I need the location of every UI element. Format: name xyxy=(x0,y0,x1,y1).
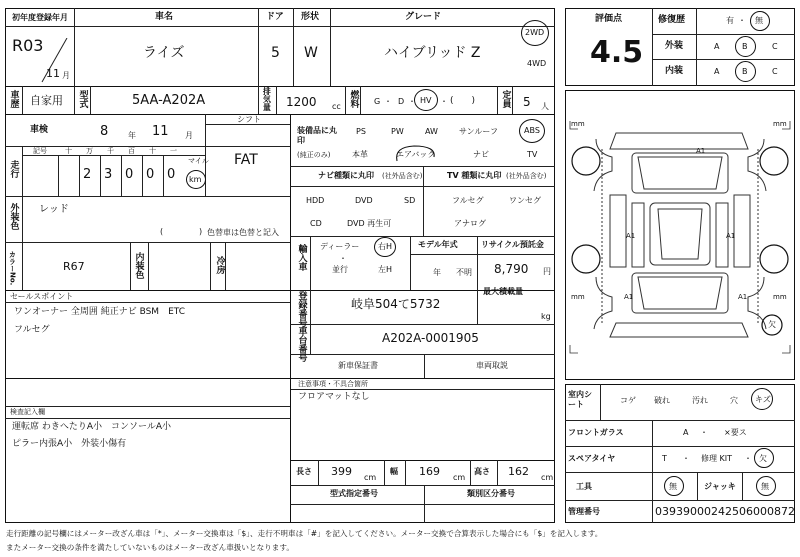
width-value: 169 xyxy=(419,465,440,478)
spare-t: T xyxy=(662,454,667,463)
navi-hdd: HDD xyxy=(306,196,325,205)
shift-label: シフト xyxy=(237,115,261,124)
capacity-value: 5 xyxy=(523,95,531,109)
seat-tear: 破れ xyxy=(654,396,670,405)
year-label: 初年度登録年月 xyxy=(12,13,68,22)
door-count: 5 xyxy=(271,45,280,61)
color-no-value: R67 xyxy=(63,260,85,273)
mileage-digit-header: 千 xyxy=(107,147,114,155)
grade-value: ハイブリッド Z xyxy=(384,45,481,61)
management-value: 03939000242506000872 xyxy=(655,505,795,518)
exterior-a: A xyxy=(714,42,720,51)
fuel-hv: HV xyxy=(420,96,432,105)
exterior-c: C xyxy=(772,42,778,51)
interior-c: C xyxy=(772,67,778,76)
mileage-label: 走行 xyxy=(8,160,19,178)
mileage-digit: 2 xyxy=(83,167,92,182)
damage-mark-4: A1 xyxy=(624,293,634,301)
dim-mm-tr: mm xyxy=(773,120,787,128)
owner-manual: 車両取説 xyxy=(476,361,508,370)
mileage-digit-header: 一 xyxy=(170,147,177,155)
shift-value: FAT xyxy=(234,152,258,168)
shape-label: 形状 xyxy=(301,12,320,22)
windshield-label: フロントガラス xyxy=(568,428,624,437)
category-label: 車歴 xyxy=(8,90,19,108)
max-load-label: 最大積載量 xyxy=(483,287,523,296)
seat-burn: コゲ xyxy=(620,396,636,405)
windshield-x: ×要ス xyxy=(724,428,747,437)
model-year-unit: 年 xyxy=(433,268,441,277)
inspection-year-unit: 年 xyxy=(128,131,136,140)
first-reg-year: R03 xyxy=(12,36,44,55)
repair-dot: ・ xyxy=(738,16,746,25)
tv-sub: (社外品含む) xyxy=(506,172,547,180)
equip-pw: PW xyxy=(391,127,404,136)
import-dot: ・ xyxy=(339,254,347,263)
fuel-dot2: ・ xyxy=(408,97,416,106)
notes-label: 注意事項・不具合箇所 xyxy=(298,380,368,388)
width-unit: cm xyxy=(453,473,466,482)
interior-color-label: 内装色 xyxy=(133,252,144,279)
interior-seat-label: 室内シート xyxy=(568,390,592,410)
max-load-unit: kg xyxy=(541,312,551,321)
inspection-month-unit: 月 xyxy=(185,131,193,140)
equip-ps: PS xyxy=(356,127,366,136)
exterior-color-label: 外装色 xyxy=(8,203,19,230)
month-unit: 月 xyxy=(62,71,70,80)
drive-2wd: 2WD xyxy=(525,28,545,37)
evaluation-score: 4.5 xyxy=(590,35,644,70)
chassis-label: 車台番号 xyxy=(296,326,307,362)
navi-dvd-play: DVD 再生可 xyxy=(347,219,392,228)
import-dealer: ディーラー xyxy=(320,242,360,251)
dim-mm-br: mm xyxy=(773,293,787,301)
color-note-close: ) xyxy=(199,227,203,236)
registration-label: 登録番号 xyxy=(296,291,307,327)
windshield-a: A xyxy=(683,428,689,437)
color-note: 色替車は色替と記入 xyxy=(207,228,279,237)
windshield-dot: ・ xyxy=(700,428,708,437)
fuel-g: G xyxy=(374,97,381,106)
damage-mark-5: A1 xyxy=(738,293,748,301)
door-label: ドア xyxy=(266,12,284,22)
exterior-b: B xyxy=(742,42,748,51)
equip-airbag: エアバック xyxy=(396,150,436,159)
inspector-line2: ピラー内張A小 外装小傷有 xyxy=(12,439,127,449)
category-value: 自家用 xyxy=(30,94,63,107)
seat-stain: 汚れ xyxy=(692,396,708,405)
exterior-color-value: レッド xyxy=(39,204,69,215)
import-right: 右H xyxy=(378,242,393,251)
interior-label: 内装 xyxy=(665,66,684,76)
navi-cd: CD xyxy=(310,219,322,228)
km-label: km xyxy=(189,175,202,184)
navi-dvd: DVD xyxy=(355,196,373,205)
mileage-digit-header: 万 xyxy=(86,147,93,155)
evaluation-label: 評価点 xyxy=(595,14,623,24)
length-value: 399 xyxy=(331,465,352,478)
recycle-value: 8,790 xyxy=(494,262,529,276)
exterior-label: 外装 xyxy=(665,41,684,51)
spare-label: スペアタイヤ xyxy=(568,454,616,463)
model-value: 5AA-A202A xyxy=(132,93,206,108)
inspection-year: 8 xyxy=(100,124,109,139)
model-label: 型式 xyxy=(77,90,88,108)
equip-leather: 本革 xyxy=(352,150,368,159)
notes-text: フロアマットなし xyxy=(298,392,370,402)
ac-label: 冷房 xyxy=(214,256,225,274)
body-shape: W xyxy=(304,45,318,61)
height-unit: cm xyxy=(541,473,554,482)
equip-aw: AW xyxy=(425,127,438,136)
spare-dot: ・ xyxy=(682,454,690,463)
capacity-label: 定員 xyxy=(500,90,511,108)
seat-hole: 穴 xyxy=(730,396,738,405)
mileage-digit-header: 百 xyxy=(128,147,135,155)
type-spec-label: 型式指定番号 xyxy=(330,489,378,498)
car-name: ライズ xyxy=(143,45,185,61)
height-label: 高さ xyxy=(474,467,490,476)
dim-mm-bl: mm xyxy=(571,293,585,301)
first-reg-month: 11 xyxy=(46,67,60,80)
damage-mark-1: A1 xyxy=(696,147,706,155)
sales-point-line2: フルセグ xyxy=(14,325,50,335)
navi-sub: (社外品含む) xyxy=(382,172,423,180)
navi-label: ナビ種類に丸印 xyxy=(318,171,374,180)
footer-line1: 走行距離の記号欄にはメーター改ざん車は「*」、メーター交換車は「$」、走行不明車は「#」を記入してください。メーター交換で合算表示した場合にも「$」を記入します。 xyxy=(6,529,603,538)
jack-label: ジャッキ xyxy=(704,482,736,491)
mileage-digit: 0 xyxy=(125,167,134,182)
mileage-digit: 0 xyxy=(167,167,176,182)
sales-points-label: セールスポイント xyxy=(10,292,74,301)
tv-label: TV 種類に丸印 xyxy=(447,171,502,180)
length-unit: cm xyxy=(364,473,377,482)
import-left: 左H xyxy=(378,265,393,274)
category-no-label: 類別区分番号 xyxy=(467,489,515,498)
grade-label: グレード xyxy=(405,12,442,22)
inspection-month: 11 xyxy=(152,124,169,139)
equip-navi: ナビ xyxy=(473,150,489,159)
mileage-digit-header: 十 xyxy=(65,147,72,155)
model-year-value: 不明 xyxy=(456,268,472,277)
import-label: 輸入車 xyxy=(296,244,307,271)
repair-label: 修復歴 xyxy=(658,15,686,25)
repair-yes: 有 xyxy=(726,16,734,25)
sales-point-line1: ワンオーナー 全周囲 純正ナビ BSM ETC xyxy=(14,307,186,317)
tools-label: 工具 xyxy=(576,482,592,491)
tv-analog: アナログ xyxy=(454,219,486,228)
interior-a: A xyxy=(714,67,720,76)
spare-missing: 欠 xyxy=(759,454,767,463)
recycle-label: リサイクル預託金 xyxy=(481,240,544,249)
missing-mark: 欠 xyxy=(768,320,776,329)
equip-tv: TV xyxy=(527,150,538,159)
navi-sd: SD xyxy=(404,196,416,205)
inspector-line1: 運転席 わきへたりA小 コンソールA小 xyxy=(12,422,171,432)
car-name-label: 車名 xyxy=(155,12,174,22)
new-car-warranty: 新車保証書 xyxy=(338,361,378,370)
management-label: 管理番号 xyxy=(568,507,600,516)
inspector-label: 検査記入欄 xyxy=(10,408,45,416)
length-label: 長さ xyxy=(296,467,312,476)
displacement-unit: cc xyxy=(332,102,341,111)
spare-kit: 修理 KIT xyxy=(701,454,733,463)
equip-abs: ABS xyxy=(524,126,540,135)
recycle-unit: 円 xyxy=(543,267,551,276)
fuel-dot1: ・ xyxy=(384,97,392,106)
mileage-digit: 0 xyxy=(146,167,155,182)
interior-b: B xyxy=(742,67,748,76)
footer-line2: またメーター交換の条件を満たしていないものはメーター改ざん車扱いとなります。 xyxy=(6,543,294,552)
tv-fullseg: フルセグ xyxy=(452,196,484,205)
width-label: 幅 xyxy=(390,467,398,476)
displacement-label: 排気量 xyxy=(262,87,272,111)
registration-value: 岐阜504て5732 xyxy=(351,297,441,311)
tools-value: 無 xyxy=(669,482,677,491)
spare-dot2: ・ xyxy=(744,454,752,463)
repair-none: 無 xyxy=(755,16,763,25)
fuel-paren: ( ) xyxy=(450,96,476,106)
color-no-label: カラーNo. xyxy=(8,251,17,286)
displacement-value: 1200 xyxy=(286,95,317,109)
drive-4wd: 4WD xyxy=(527,59,547,68)
equipment-sub: (純正のみ) xyxy=(297,151,331,159)
damage-mark-3: A1 xyxy=(726,232,736,240)
mileage-digit: 3 xyxy=(104,167,113,182)
mileage-symbol-label: 記号 xyxy=(33,147,47,155)
inspection-label: 車検 xyxy=(30,125,49,135)
fuel-dot3: ・ xyxy=(440,97,448,106)
dim-mm-tl: mm xyxy=(571,120,585,128)
import-parallel: 並行 xyxy=(332,265,348,274)
model-year-label: モデル年式 xyxy=(418,240,458,249)
color-note-open: ( xyxy=(160,227,164,236)
equipment-label: 装備品に丸印 xyxy=(297,126,337,145)
car-diagram xyxy=(566,91,794,379)
damage-mark-2: A1 xyxy=(626,232,636,240)
tv-oneseg: ワンセグ xyxy=(509,196,541,205)
airbag-circle xyxy=(392,143,438,165)
capacity-unit: 人 xyxy=(541,102,549,111)
mileage-digit-header: 十 xyxy=(149,147,156,155)
fuel-d: D xyxy=(398,97,405,106)
mile-label: マイル xyxy=(188,157,209,165)
equip-sunroof: サンルーフ xyxy=(459,127,498,136)
seat-scratch: キズ xyxy=(755,395,771,404)
fuel-label: 燃料 xyxy=(348,90,359,108)
chassis-value: A202A-0001905 xyxy=(382,331,479,345)
jack-value: 無 xyxy=(761,482,769,491)
height-value: 162 xyxy=(508,465,529,478)
